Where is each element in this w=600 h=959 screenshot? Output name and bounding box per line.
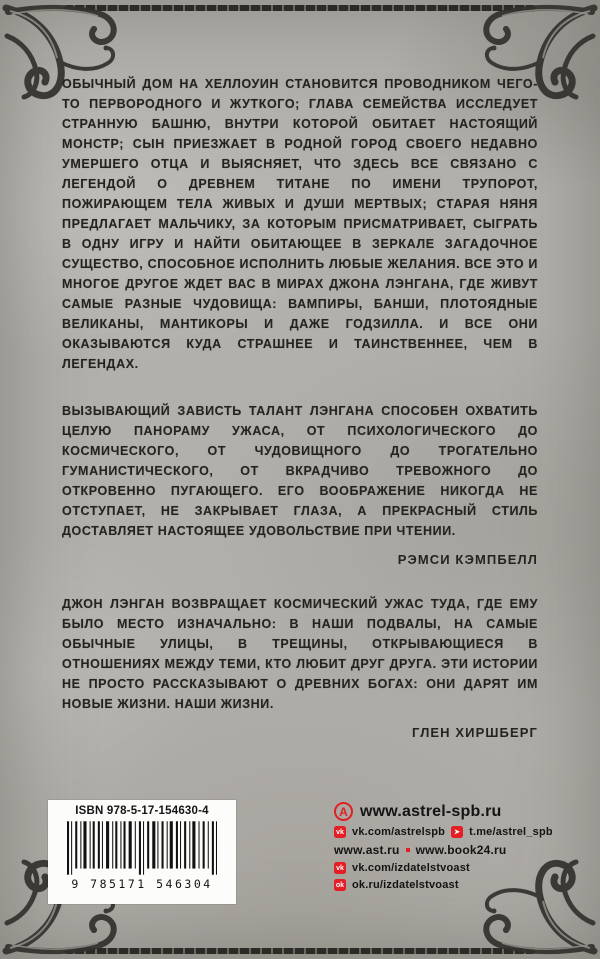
publisher-main-row xyxy=(334,802,566,821)
telegram-icon: ➤ xyxy=(451,826,463,838)
publisher-social-row-1 xyxy=(334,826,566,838)
quote-text: ДЖОН ЛЭНГАН ВОЗВРАЩАЕТ КОСМИЧЕСКИЙ УЖАС ТУДА, ГДЕ ЕМУ БЫЛО МЕСТО ИЗНАЧАЛЬНО: В НАШИ ПОДВАЛЫ, НА САМЫЕ ОБЫЧНЫЕ УЛИЦЫ, В ТРЕЩИНЫ, ОТКРЫВАЮЩИЕСЯ В ОТНОШЕНИЯХ МЕЖДУ ТЕМИ, КТО ЛЮБИТ ДРУГ ДРУГА. ЭТИ ИСТОРИИ НЕ ПРОСТО РАССКАЗЫВАЮТ О ДРЕВНИХ БОГАХ: ОНИ ДАРЯТ ИМ НОВЫЕ ЖИЗНИ. НАШИ ЖИЗНИ. xyxy=(62,597,538,711)
publisher-block xyxy=(334,802,566,891)
isbn-barcode-box xyxy=(48,800,236,904)
publisher-social-row-2 xyxy=(334,862,566,874)
link-ast-ru: www.ast.ru xyxy=(334,843,400,857)
ok-icon: ok xyxy=(334,879,346,891)
vk-icon: vk xyxy=(334,826,346,838)
link-book24: www.book24.ru xyxy=(415,843,507,857)
quote-text: ВЫЗЫВАЮЩИЙ ЗАВИСТЬ ТАЛАНТ ЛЭНГАНА СПОСОБЕН ОХВАТИТЬ ЦЕЛУЮ ПАНОРАМУ УЖАСА, ОТ ПСИХОЛОГИЧЕСКОГО ДО КОСМИЧЕСКОГО, ОТ ЧУДОВИЩНОГО ДО ТРОГАТЕЛЬНО ГУМАНИСТИЧЕСКОГО, ОТ ВКРАДЧИВО ТРЕВОЖНОГО ДО ОТКРОВЕННО ПУГАЮЩЕГО. ЕГО ВООБРАЖЕНИЕ НИКОГДА НЕ ОТСТУПАЕТ, НЕ ЗАКРЫВАЕТ ГЛАЗА, А ПРЕКРАСНЫЙ СТИЛЬ ДОСТАВЛЯЕТ НАСТОЯЩЕЕ УДОВОЛЬСТВИЕ ПРИ ЧТЕНИИ. xyxy=(62,404,538,538)
annotation-paragraph: ОБЫЧНЫЙ ДОМ НА ХЕЛЛОУИН СТАНОВИТСЯ ПРОВОДНИКОМ ЧЕГО-ТО ПЕРВОРОДНОГО И ЖУТКОГО; ГЛАВА СЕМЕЙСТВА ИССЛЕДУЕТ СТРАННУЮ БАШНЮ, ВНУТРИ КОТОРОЙ ОБИТАЕТ НАСТОЯЩИЙ МОНСТР; СЫН ПРИЕЗЖАЕТ В РОДНОЙ ГОРОД СВОЕГО НЕДАВНО УМЕРШЕГО ОТЦА И ВЫЯСНЯЕТ, ЧТО ЗДЕСЬ ВСЕ СВЯЗАНО С ЛЕГЕНДОЙ О ДРЕВНЕМ ТИТАНЕ ПО ИМЕНИ ТРУПОРОТ, ПОЖИРАЮЩЕМ ТЕЛА ЖИВЫХ И ДУШИ МЕРТВЫХ; СТАРАЯ НЯНЯ ПРЕДЛАГАЕТ МАЛЬЧИКУ, ЗА КОТОРЫМ ПРИСМАТРИВАЕТ, СЫГРАТЬ В ОДНУ ИГРУ И НАЙТИ ОБИТАЮЩЕЕ В ЗЕРКАЛЕ ЗАГАДОЧНОЕ СУЩЕСТВО, СПОСОБНОЕ ИСПОЛНИТЬ ЛЮБЫЕ ЖЕЛАНИЯ. ВСЕ ЭТО И МНОГОЕ ДРУГОЕ ЖДЕТ ВАС В МИРАХ ДЖОНА ЛЭНГАНА, ГДЕ ЖИВУТ САМЫЕ РАЗНЫЕ ЧУДОВИЩА: ВАМПИРЫ, БАНШИ, ПЛОТОЯДНЫЕ ВЕЛИКАНЫ, МАНТИКОРЫ И ДАЖЕ ГОДЗИЛЛА. И ВСЕ ОНИ ОКАЗЫВАЮТСЯ КУДА СТРАШНЕЕ И ТАИНСТВЕННЕЕ, ЧЕМ В ЛЕГЕНДАХ. xyxy=(62,77,538,371)
ast-publisher-logo-icon xyxy=(334,802,353,821)
publisher-social-row-3 xyxy=(334,879,566,891)
quote-block-hirshberg xyxy=(62,594,538,740)
link-vk-izdatelstvoast: vk.com/izdatelstvoast xyxy=(352,862,470,874)
quote-author: ГЛЕН ХИРШБЕРГ xyxy=(412,725,538,740)
publisher-main-site: www.astrel-spb.ru xyxy=(360,802,502,820)
quote-block-campbell xyxy=(62,401,538,567)
barcode xyxy=(67,821,217,875)
publisher-sites-row xyxy=(334,843,566,857)
link-ok-izdatelstvoast: ok.ru/izdatelstvoast xyxy=(352,879,459,891)
vk-icon: vk xyxy=(334,862,346,874)
isbn-label: ISBN 978-5-17-154630-4 xyxy=(75,805,209,817)
link-telegram-astrel: t.me/astrel_spb xyxy=(469,826,553,838)
annotation-content xyxy=(62,74,538,740)
link-vk-astrelspb: vk.com/astrelspb xyxy=(352,826,446,838)
quote-author: РЭМСИ КЭМПБЕЛЛ xyxy=(397,552,538,567)
ast-logo-letter: А xyxy=(339,804,348,819)
separator-bullet xyxy=(406,848,410,852)
barcode-digits: 9 785171 546304 xyxy=(71,877,213,891)
